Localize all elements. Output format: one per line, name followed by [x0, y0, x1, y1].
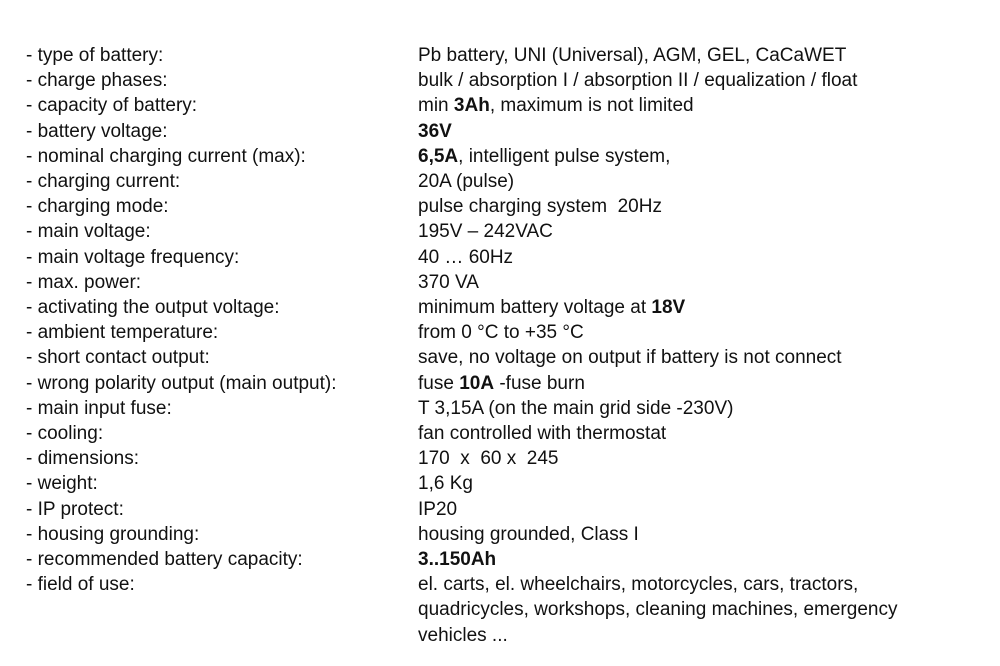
spec-label: - activating the output voltage: — [26, 297, 280, 319]
spec-value-text: 20A (pulse) — [418, 171, 515, 193]
spec-label: - recommended battery capacity: — [26, 549, 303, 571]
spec-value — [418, 194, 986, 219]
spec-value-text: IP20 — [418, 498, 458, 520]
spec-label: - cooling: — [26, 423, 104, 445]
spec-row — [26, 471, 986, 496]
spec-value-text: fuse — [418, 372, 460, 394]
spec-label: - type of battery: — [26, 45, 164, 66]
spec-value-emphasis: 3Ah — [453, 95, 490, 117]
spec-label: - charging current: — [26, 171, 181, 193]
spec-label: - weight: — [26, 473, 98, 495]
spec-row — [26, 446, 986, 471]
spec-value — [418, 144, 986, 169]
spec-label: - capacity of battery: — [26, 95, 198, 117]
spec-value — [418, 471, 986, 496]
spec-value-emphasis: 36V — [418, 120, 452, 142]
spec-row — [26, 295, 986, 320]
spec-value-text: -fuse burn — [494, 372, 585, 394]
spec-row — [26, 43, 986, 68]
spec-value — [418, 43, 986, 68]
spec-value-text: from 0 °C to +35 °C — [418, 322, 584, 344]
spec-value-text: 40 … 60Hz — [418, 246, 514, 268]
spec-value-text: minimum battery voltage at — [418, 297, 652, 319]
spec-row — [26, 68, 986, 93]
spec-sheet — [26, 43, 986, 648]
spec-value-text: housing grounded, Class I — [418, 523, 639, 545]
spec-value-line: vehicles ... — [418, 624, 508, 646]
spec-value — [418, 572, 986, 648]
spec-value-emphasis: 3..150Ah — [418, 549, 497, 571]
spec-row — [26, 320, 986, 345]
spec-value-text: min — [418, 95, 454, 117]
spec-row — [26, 219, 986, 244]
spec-value-text: 195V – 242VAC — [418, 221, 553, 243]
spec-value — [418, 345, 986, 370]
spec-value-text: save, no voltage on output if battery is not connect — [418, 347, 842, 369]
spec-value-text: fan controlled with thermostat — [418, 423, 667, 445]
spec-label: - ambient temperature: — [26, 322, 219, 344]
spec-label: - housing grounding: — [26, 523, 200, 545]
spec-value — [418, 421, 986, 446]
spec-value-text: , maximum is not limited — [489, 95, 694, 117]
spec-row — [26, 572, 986, 648]
spec-value — [418, 396, 986, 421]
spec-label: - charge phases: — [26, 70, 168, 92]
spec-value — [418, 93, 986, 118]
spec-label: - dimensions: — [26, 448, 139, 470]
spec-value-text: 1,6 Kg — [418, 473, 473, 495]
spec-value-text: bulk / absorption I / absorption II / equalization / float — [418, 70, 858, 92]
spec-row — [26, 144, 986, 169]
spec-value-text: 370 VA — [418, 271, 479, 293]
spec-value-line: quadricycles, workshops, cleaning machines, emergency — [418, 599, 898, 621]
spec-label: - main voltage frequency: — [26, 246, 240, 268]
spec-value — [418, 270, 986, 295]
spec-row — [26, 345, 986, 370]
spec-label: - main voltage: — [26, 221, 151, 243]
spec-value-text: , intelligent pulse system, — [458, 145, 671, 167]
spec-value-emphasis: 10A — [459, 372, 495, 394]
spec-label: - battery voltage: — [26, 120, 168, 142]
spec-value — [418, 371, 986, 396]
spec-value — [418, 68, 986, 93]
spec-row — [26, 245, 986, 270]
spec-value — [418, 295, 986, 320]
spec-label: - max. power: — [26, 271, 142, 293]
spec-row — [26, 421, 986, 446]
spec-value — [418, 245, 986, 270]
spec-value — [418, 320, 986, 345]
spec-value — [418, 219, 986, 244]
spec-row — [26, 522, 986, 547]
spec-value-text: Pb battery, UNI (Universal), AGM, GEL, CaCaWET — [418, 45, 847, 66]
spec-row — [26, 497, 986, 522]
spec-value — [418, 497, 986, 522]
spec-row — [26, 169, 986, 194]
spec-row — [26, 93, 986, 118]
spec-value-emphasis: 18V — [651, 297, 686, 319]
spec-row — [26, 119, 986, 144]
spec-label: - IP protect: — [26, 498, 124, 520]
spec-value — [418, 547, 986, 572]
spec-value — [418, 522, 986, 547]
spec-label: - field of use: — [26, 574, 135, 596]
spec-label: - nominal charging current (max): — [26, 145, 306, 167]
spec-value-text: T 3,15A (on the main grid side -230V) — [418, 397, 734, 419]
spec-value-text: 170 x 60 x 245 — [418, 448, 559, 470]
spec-value-emphasis: 6,5A — [418, 145, 459, 167]
spec-value — [418, 119, 986, 144]
spec-label: - wrong polarity output (main output): — [26, 372, 337, 394]
spec-label: - main input fuse: — [26, 397, 172, 419]
spec-value — [418, 169, 986, 194]
spec-row — [26, 547, 986, 572]
spec-row — [26, 194, 986, 219]
spec-row — [26, 371, 986, 396]
spec-value-text: pulse charging system 20Hz — [418, 196, 662, 218]
spec-row — [26, 396, 986, 421]
spec-value — [418, 446, 986, 471]
spec-row — [26, 270, 986, 295]
spec-label: - short contact output: — [26, 347, 210, 369]
spec-label: - charging mode: — [26, 196, 169, 218]
spec-value-line: el. carts, el. wheelchairs, motorcycles, cars, tractors, — [418, 574, 859, 596]
